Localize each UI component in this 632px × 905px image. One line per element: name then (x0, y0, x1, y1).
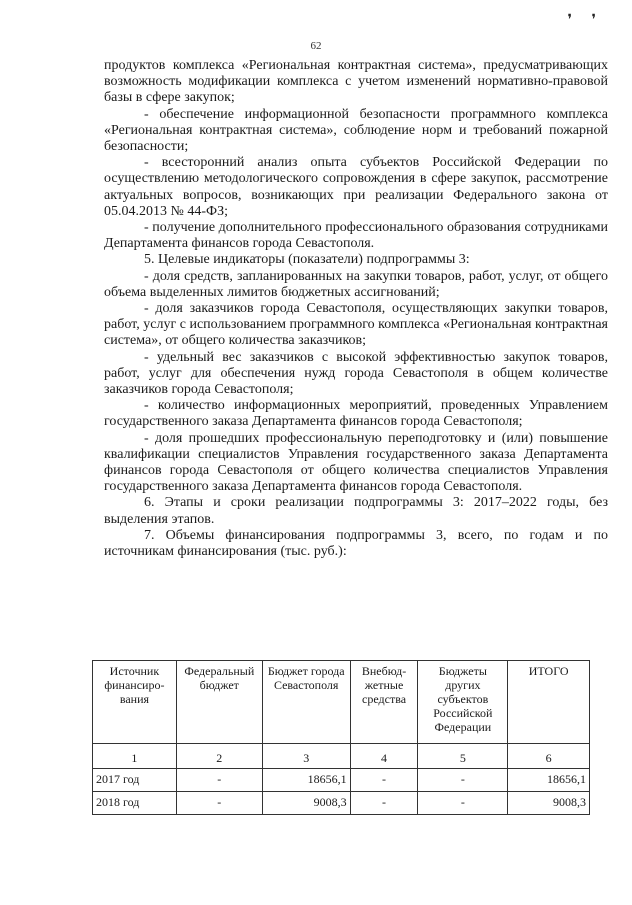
list-item-efficiency: - удельный вес заказчиков с высокой эффективностью закупок товаров, работ, услуг для обеспечения нужд города Севастополя в общем количестве заказчиков города Севастополя; (104, 349, 608, 398)
column-header: Источник финансиро-вания (93, 661, 177, 744)
cell-year: 2018 год (93, 792, 177, 815)
cell-year: 2017 год (93, 769, 177, 792)
section-stages: 6. Этапы и сроки реализации подпрограммы 3: 2017–2022 годы, без выделения этапов. (104, 495, 608, 527)
list-item-training: - доля прошедших профессиональную переподготовку и (или) повышение квалификации специалистов Управления государственного заказа Департамента финансов города Севастополя от общего количества специалистов Управления государственного заказа Департамента финансов города Севастополя. (104, 430, 608, 495)
cell-total: 9008,3 (508, 792, 590, 815)
cell-city: 9008,3 (262, 792, 350, 815)
column-header: Бюджет города Севастополя (262, 661, 350, 744)
section-heading-indicators: 5. Целевые индикаторы (показатели) подпрограммы 3: (144, 252, 470, 268)
table-row (93, 769, 590, 792)
cell-federal: - (176, 769, 262, 792)
cell-city: 18656,1 (262, 769, 350, 792)
list-item-analysis: - всесторонний анализ опыта субъектов Российской Федерации по осуществлению методологического сопровождения в сфере закупок, рассмотрение актуальных вопросов, возникающих при реализации Федерального закона от 05.04.2013 № 44-ФЗ; (104, 155, 608, 219)
cell-extra: - (350, 792, 418, 815)
column-number: 1 (93, 744, 177, 769)
column-number: 4 (350, 744, 418, 769)
cell-federal: - (176, 792, 262, 815)
table-header-row (93, 661, 590, 744)
corner-marks: ❜ ❜ (567, 13, 604, 28)
cell-other: - (418, 792, 508, 815)
section-funding: 7. Объемы финансирования подпрограммы 3, всего, по годам и по источникам финансирования (тыс. руб.): (104, 527, 608, 560)
paragraph-continuation: продуктов комплекса «Региональная контрактная система», предусматривающих возможность модификации комплекса с учетом изменений нормативно-правовой базы в сфере закупок; (104, 58, 608, 106)
cell-total: 18656,1 (508, 769, 590, 792)
column-number: 6 (508, 744, 590, 769)
document-body (104, 58, 608, 560)
list-item-share-funds: - доля средств, запланированных на закупки товаров, работ, услуг, от общего объема выделенных лимитов бюджетных ассигнований; (104, 268, 608, 300)
table-row (93, 792, 590, 815)
cell-other: - (418, 769, 508, 792)
column-header: Внебюд-жетные средства (350, 661, 418, 744)
column-header: ИТОГО (508, 661, 590, 744)
list-item-education: - получение дополнительного профессионального образования сотрудниками Департамента финансов города Севастополя. (104, 220, 608, 252)
column-number: 3 (262, 744, 350, 769)
funding-table (92, 660, 590, 815)
list-item-events: - количество информационных мероприятий, проведенных Управлением государственного заказа Департамента финансов города Севастополя; (104, 398, 608, 430)
column-number: 5 (418, 744, 508, 769)
cell-extra: - (350, 769, 418, 792)
list-item-share-customers: - доля заказчиков города Севастополя, осуществляющих закупки товаров, работ, услуг с использованием программного комплекса «Региональная контрактная система», от общего количества заказчиков; (104, 301, 608, 349)
column-header: Федеральный бюджет (176, 661, 262, 744)
page-number: 62 (310, 40, 322, 52)
column-number: 2 (176, 744, 262, 769)
column-header: Бюджеты других субъектов Российской Федерации (418, 661, 508, 744)
table-column-number-row (93, 744, 590, 769)
list-item-security: - обеспечение информационной безопасности программного комплекса «Региональная контрактная система», соблюдение норм и требований пожарной безопасности; (104, 106, 608, 155)
